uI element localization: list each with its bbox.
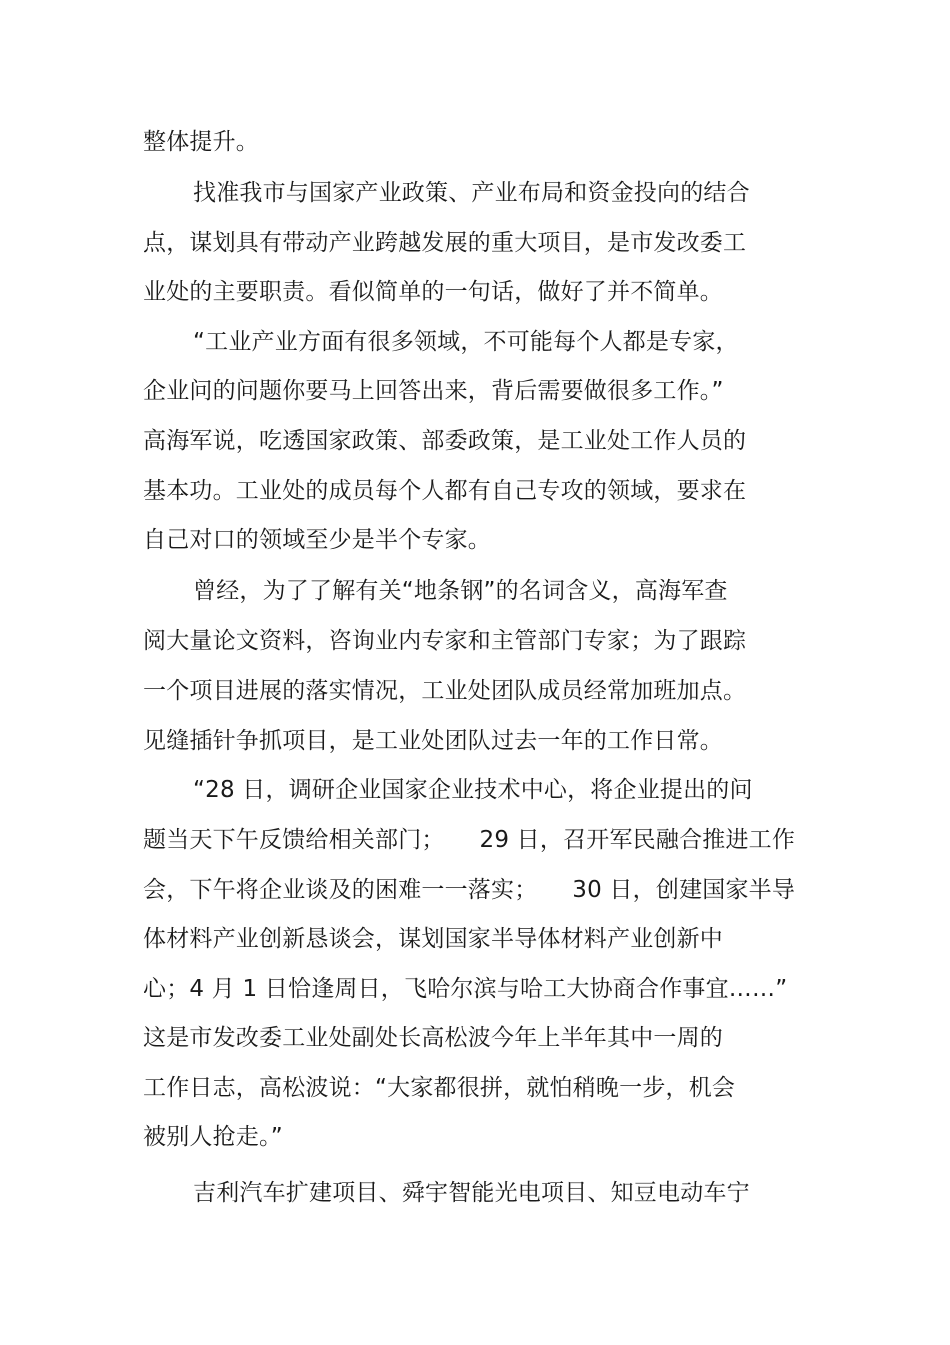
text-line: 见缝插针争抓项目，是工业处团队过去一年的工作日常。 — [143, 728, 723, 754]
text-line: 阅大量论文资料，咨询业内专家和主管部门专家；为了跟踪 — [143, 628, 747, 654]
text-line: 整体提升。 — [143, 129, 259, 155]
text-line: 企业问的问题你要马上回答出来，背后需要做很多工作。” — [143, 378, 724, 404]
text-line: “28 日，调研企业国家企业技术中心，将企业提出的问 — [193, 777, 753, 803]
text-line: 心；4 月 1 日恰逢周日，飞哈尔滨与哈工大协商合作事宜……” — [143, 976, 788, 1002]
text-line: 点，谋划具有带动产业跨越发展的重大项目，是市发改委工 — [143, 230, 747, 256]
text-line: 题当天下午反馈给相关部门； 29 日，召开军民融合推进工作 — [143, 827, 796, 853]
text-line: 自己对口的领域至少是半个专家。 — [143, 527, 491, 553]
text-line: 体材料产业创新恳谈会，谋划国家半导体材料产业创新中 — [143, 926, 723, 952]
text-line: 这是市发改委工业处副处长高松波今年上半年其中一周的 — [143, 1025, 723, 1051]
text-line: 曾经，为了了解有关“地条钢”的名词含义，高海军查 — [193, 578, 728, 604]
text-line: 一个项目进展的落实情况，工业处团队成员经常加班加点。 — [143, 678, 747, 704]
text-line: 会，下午将企业谈及的困难一一落实； 30 日，创建国家半导 — [143, 877, 796, 903]
text-line: 找准我市与国家产业政策、产业布局和资金投向的结合 — [193, 180, 750, 206]
text-line: 吉利汽车扩建项目、舜宇智能光电项目、知豆电动车宁 — [193, 1180, 750, 1206]
text-line: 基本功。工业处的成员每个人都有自己专攻的领域，要求在 — [143, 478, 747, 504]
text-line: 高海军说，吃透国家政策、部委政策，是工业处工作人员的 — [143, 428, 747, 454]
text-line: 工作日志，高松波说：“大家都很拼，就怕稍晚一步，机会 — [143, 1075, 736, 1101]
text-line: 业处的主要职责。看似简单的一句话，做好了并不简单。 — [143, 279, 723, 305]
text-line: “工业产业方面有很多领域，不可能每个人都是专家， — [193, 329, 739, 355]
text-line: 被别人抢走。” — [143, 1124, 283, 1150]
